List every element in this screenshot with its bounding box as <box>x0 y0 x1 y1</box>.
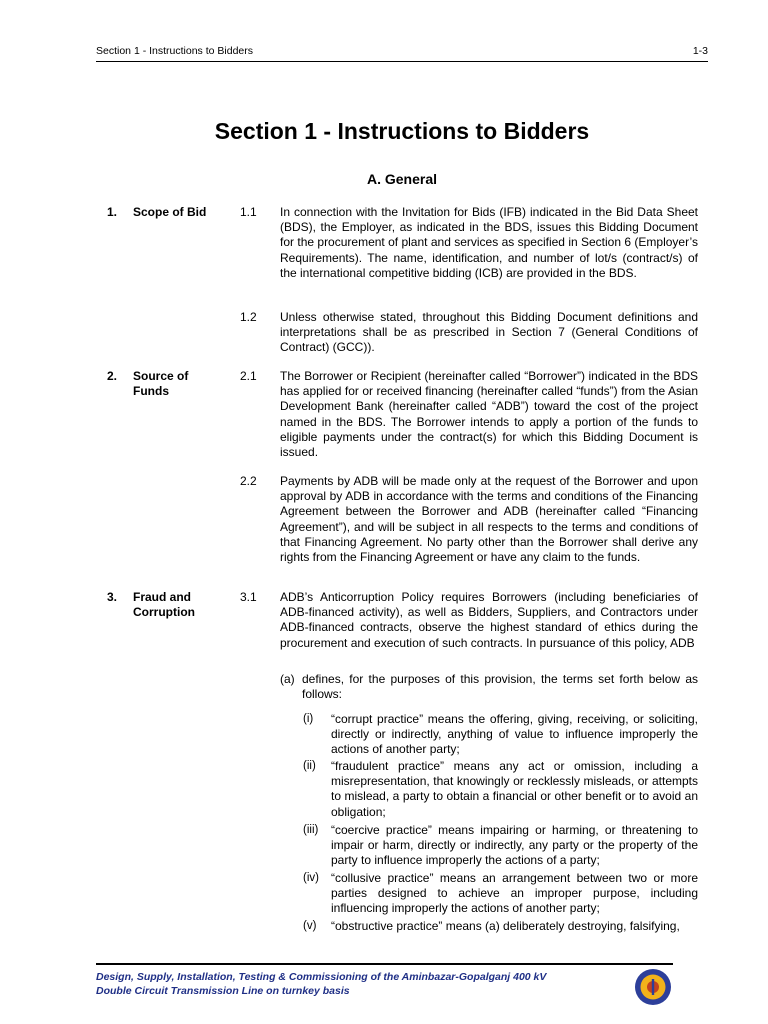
footer-divider <box>96 963 673 965</box>
clause-number-2-1: 2.1 <box>240 369 257 383</box>
definition-item-iv <box>303 871 698 917</box>
header-section-title: Section 1 - Instructions to Bidders <box>96 45 253 57</box>
list-item-a-text: defines, for the purposes of this provision, the terms set forth below as follows: <box>302 672 698 702</box>
definition-text: “coercive practice” means impairing or harming, or threatening to impair or harm, directly or indirectly, any party or the property of the party to influence improperly the actions of a party; <box>331 823 698 868</box>
clause-text-2-2: Payments by ADB will be made only at the request of the Borrower and upon approval by ADB in accordance with the terms and conditions of the Financing Agreement between the Borrower and ADB (hereinafter called “Financing Agreement”), and will be subject in all respects to the terms and conditions of that Financing Agreement. No party other than the Borrower shall derive any rights from the Financing Agreement or have any claim to the funds. <box>280 474 698 565</box>
running-footer <box>96 971 616 998</box>
clause-number-2-2: 2.2 <box>240 474 257 488</box>
definition-label: (iv) <box>303 872 319 884</box>
running-header <box>96 45 708 57</box>
header-divider <box>96 61 708 62</box>
definition-item-i <box>303 712 698 758</box>
clause-number-1-1: 1.1 <box>240 205 257 219</box>
list-item-a <box>280 672 698 702</box>
page-title: Section 1 - Instructions to Bidders <box>214 118 590 144</box>
section-title-scope-of-bid: Scope of Bid <box>133 205 207 219</box>
definition-item-ii <box>303 759 698 820</box>
section-number-1: 1. <box>107 205 118 219</box>
definition-label: (ii) <box>303 760 316 772</box>
clause-text-2-1: The Borrower or Recipient (hereinafter called “Borrower”) indicated in the BDS has applied for or received financing (hereinafter called “funds”) from the Asian Development Bank (hereinafter called “ADB”) toward the cost of the project named in the BDS. The Borrower intends to apply a portion of the funds to eligible payments under the contract(s) for which this Bidding Document is issued. <box>280 369 698 460</box>
clause-number-3-1: 3.1 <box>240 590 257 604</box>
definition-text: “collusive practice” means an arrangement between two or more parties designed to achieve an improper purpose, including influencing improperly the actions of another party; <box>331 871 698 916</box>
organization-seal-icon <box>634 968 672 1006</box>
section-title-fraud-and-corruption: Fraud and Corruption <box>133 590 195 620</box>
definition-item-iii <box>303 823 698 869</box>
section-number-2: 2. <box>107 369 118 383</box>
definition-label: (iii) <box>303 824 319 836</box>
clause-text-1-2: Unless otherwise stated, throughout this Bidding Document definitions and interpretations shall be as prescribed in Section 7 (General Conditions of Contract) (GCC)). <box>280 310 698 355</box>
clause-text-3-1: ADB’s Anticorruption Policy requires Borrowers (including beneficiaries of ADB-financed activity), as well as Bidders, Suppliers, and Contractors under ADB-financed contracts, observe the highest standard of ethics during the procurement and execution of such contracts. In pursuance of this policy, ADB <box>280 590 698 650</box>
definition-text: “fraudulent practice” means any act or omission, including a misrepresentation, that knowingly or recklessly misleads, or attempts to mislead, a party to obtain a financial or other benefit or to avoid an obligation; <box>331 759 698 819</box>
header-page-number: 1-3 <box>692 45 708 57</box>
definition-text: “obstructive practice” means (a) deliberately destroying, falsifying, <box>331 919 680 933</box>
footer-project-line-1: Design, Supply, Installation, Testing & Commissioning of the Aminbazar-Gopalganj 400 kV <box>96 971 547 983</box>
definition-item-v <box>303 919 698 934</box>
part-heading: A. General <box>366 171 438 187</box>
definition-text: “corrupt practice” means the offering, giving, receiving, or soliciting, directly or indirectly, anything of value to influence improperly the actions of another party; <box>331 712 698 757</box>
footer-project-line-2: Double Circuit Transmission Line on turnkey basis <box>96 984 350 997</box>
definition-label: (v) <box>303 920 317 932</box>
section-number-3: 3. <box>107 590 118 604</box>
list-item-a-label: (a) <box>280 672 295 686</box>
section-title-source-of-funds: Source of Funds <box>133 369 189 399</box>
seal-tower-mark <box>652 979 654 995</box>
clause-text-1-1: In connection with the Invitation for Bids (IFB) indicated in the Bid Data Sheet (BDS), the Employer, as indicated in the BDS, issues this Bidding Document for the procurement of plant and services as specified in Section 6 (Employer’s Requirements). The name, identification, and number of lot/s (contract/s) of the international competitive bidding (ICB) are provided in the BDS. <box>280 205 698 280</box>
definition-label: (i) <box>303 713 314 725</box>
clause-number-1-2: 1.2 <box>240 310 257 324</box>
